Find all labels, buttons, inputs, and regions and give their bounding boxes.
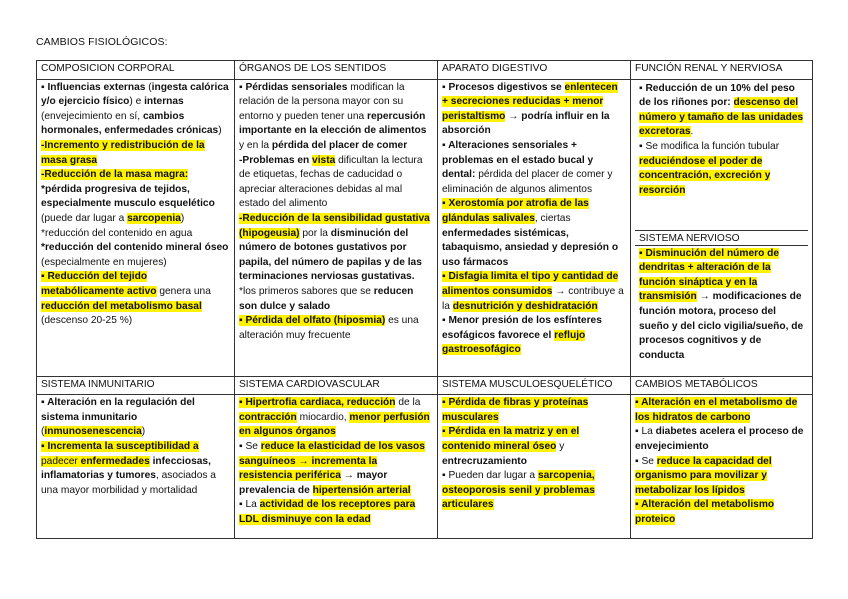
cell-cambios-metabolicos [631,395,813,539]
cell-sistema-musculoesqueletico [438,395,631,539]
text-segment: cambios hormonales, enfermedades crónicas [41,110,219,137]
text-segment: → podría influir en la absorción [442,110,610,137]
header-funcion-renal: FUNCIÓN RENAL Y NERVIOSA [631,61,813,80]
text-segment: . [690,126,694,138]
cell-organos-sentidos [235,79,438,376]
text-segment: reduce la capacidad del organismo para movilizar y metabolizar los lípidos [635,455,772,496]
text-segment: entrecruzamiento [442,455,527,467]
text-segment: (especialmente en mujeres) [41,256,167,268]
text-segment: hipertensión arterial [312,484,411,496]
cell-sistema-cardiovascular [235,395,438,539]
text-segment: reducción del metabolismo basal [41,300,202,312]
text-segment: ▪ Se [635,455,657,467]
text-segment: y [556,440,565,452]
text-segment: ▪ Reducción de un 10% del peso de los riñones por: [639,82,795,109]
header-cambios-metabolicos: CAMBIOS METABÓLICOS [631,376,813,395]
header-sistema-musculoesqueletico: SISTEMA MUSCULOESQUELÉTICO [438,376,631,395]
text-segment: ingesta calórica y/o ejercicio físico [41,81,229,108]
text-segment: y en la [239,139,272,151]
text-segment: de la [395,397,421,409]
text-segment: padecer [41,455,81,467]
text-segment: enfermedades [80,455,150,467]
header-sistema-nervioso: SISTEMA NERVIOSO [635,231,808,246]
text-segment: pérdida del placer de comer y eliminación de algunos alimentos [442,169,613,195]
text-segment: ) [141,426,146,438]
header-organos-sentidos: ÓRGANOS DE LOS SENTIDOS [235,61,438,80]
text-segment: diabetes acelera el proceso de envejecimiento [635,426,804,452]
text-segment: ▪ Alteraciones sensoriales + problemas en el estado bucal y dental: [442,139,594,181]
header-row-top [37,61,813,80]
text-segment: *reducción del contenido mineral óseo [41,242,229,254]
text-segment: -Problemas en [239,154,313,166]
cell-sistema-nervioso [635,246,808,366]
text-segment: reducen son dulce y salado [239,285,414,312]
text-segment: *pérdida progresiva de tejidos, especialmente musculo esquelético [41,183,215,210]
text-segment: reflujo gastroesofágico [442,329,586,356]
text-segment: → mayor prevalencia de [239,470,388,496]
document-title: CAMBIOS FISIOLÓGICOS: [36,36,168,48]
text-segment: miocardio, [296,411,350,423]
text-segment: ▪ Menor presión de los esfínteres esofágicos favorece el [442,315,602,341]
text-segment: ▪ La [635,426,656,438]
text-segment: modifican la relación de la persona mayor con su entorno y pueden tener una [239,81,405,122]
text-segment: ▪ Alteración en el metabolismo de los hidratos de carbono [635,397,798,423]
text-segment: ▪ Pérdida en la matriz y en el contenido mineral óseo [442,426,580,452]
text-segment: descenso del número y tamaño de las unidades excretoras [639,97,804,138]
text-segment: ( [145,81,152,93]
text-segment: enfermedades sistémicas, tabaquismo, ansiedad y depresión o uso fármacos [442,227,619,268]
text-segment: disminución del número de botones gustativos por papila, del número de papilas y de las terminaciones nerviosas gustativas. [239,227,422,283]
text-segment: desnutrición y deshidratación [452,300,598,312]
header-row-bottom [37,376,813,395]
text-segment: es una alteración muy frecuente [239,315,419,341]
text-segment: pérdida del placer de comer [271,139,408,151]
header-aparato-digestivo: APARATO DIGESTIVO [438,61,631,80]
text-segment: enlentecen + secreciones reducidas + menor peristaltismo [442,81,618,122]
text-segment: ) e [129,96,145,108]
text-segment: contracción [239,411,297,423]
text-segment: ▪ Disfagia limita el tipo y cantidad de alimentos consumidos [442,271,619,297]
cell-aparato-digestivo [438,79,631,376]
text-segment: ) [218,125,222,137]
header-composicion-corporal: COMPOSICION CORPORAL [37,61,235,80]
text-segment: inmunosenescencia [44,426,142,438]
text-segment: ▪ Influencias externas [41,81,146,93]
text-segment: , asociados a una mayor morbilidad y mortalidad [41,470,216,496]
content-row-bottom [37,395,813,539]
text-segment: (descenso 20-25 %) [41,315,133,327]
header-sistema-cardiovascular: SISTEMA CARDIOVASCULAR [235,376,438,395]
text-segment: ▪ Procesos digestivos se [442,81,565,93]
text-segment: ▪ Pérdida del olfato (hiposmia) [239,315,386,327]
text-segment: ▪ Pérdidas sensoriales [239,81,348,93]
text-segment: repercusión importante en la elección de alimentos [239,110,427,137]
text-segment: ▪ Se modifica la función tubular [639,140,780,152]
cell-funcion-renal [635,81,808,231]
text-segment: , ciertas [534,212,571,224]
text-segment: infecciosas, inflamatorias y tumores [41,455,211,482]
text-segment: menor perfusión en algunos órganos [239,411,430,438]
text-segment: genera una [156,285,211,297]
text-segment: (puede dar lugar a [41,212,128,224]
text-segment: ▪ Pérdida de fibras y proteínas musculares [442,397,589,423]
text-segment: -Reducción de la sensibilidad gustativa (hipogeusia) [239,212,430,239]
text-segment: reduce la elasticidad de los vasos sanguíneos → incrementa la resistencia periférica [239,440,425,482]
text-segment: → modificaciones de función motora, proceso del sueño y del ciclo vigilia/sueño, de procesos cognitivos y de conducta [639,291,804,361]
text-segment: actividad de los receptores para LDL disminuye con la edad [239,499,416,525]
text-segment: *reducción del contenido en agua [41,227,193,239]
content-row-top [37,79,813,376]
text-segment: dificultan la lectura de etiquetas, fechas de caducidad o apreciar alteraciones debidas al mal estado del alimento [239,154,423,210]
text-segment: ▪ Xerostomía por atrofia de las glándulas salivales [442,198,589,224]
text-segment: sarcopenia [127,212,181,224]
text-segment: (envejecimiento en sí, [41,110,143,122]
text-segment: ▪ Se [239,440,261,452]
text-segment: reduciéndose el poder de concentración, excreción y resorción [639,155,771,196]
text-segment: ▪ Alteración en la regulación del sistema inmunitario [41,397,195,423]
physiological-changes-table [36,60,813,539]
text-segment: ▪ Reducción del tejido metabólicamente activo [41,271,157,297]
text-segment: vista [312,154,336,166]
text-segment: internas [144,96,184,108]
text-segment: ▪ Incrementa la susceptibilidad a [41,440,199,452]
text-segment: ▪ Pueden dar lugar a [442,470,538,482]
cell-sistema-inmunitario [37,395,235,539]
text-segment: ▪ Hipertrofia cardiaca, reducción [239,397,396,409]
text-segment: → contribuye a la [442,285,624,312]
text-segment: sarcopenia, osteoporosis senil y problemas articulares [442,470,595,511]
cell-composicion-corporal [37,79,235,376]
text-segment: ▪ La [239,499,260,511]
text-segment: ) [180,212,185,224]
text-segment: por la [299,227,331,239]
text-segment: *los primeros sabores que se [239,285,374,297]
text-segment: ▪ Alteración del metabolismo proteico [635,499,775,525]
text-segment: ▪ Disminución del número de dendritas + alteración de la función sináptica y en la transmisión [639,247,780,303]
text-segment: ( [41,426,45,438]
cell-renal-nervioso [631,79,813,376]
header-sistema-inmunitario: SISTEMA INMUNITARIO [37,376,235,395]
text-segment: -Reducción de la masa magra: [41,169,189,181]
text-segment: -Incremento y redistribución de la masa grasa [41,139,205,166]
